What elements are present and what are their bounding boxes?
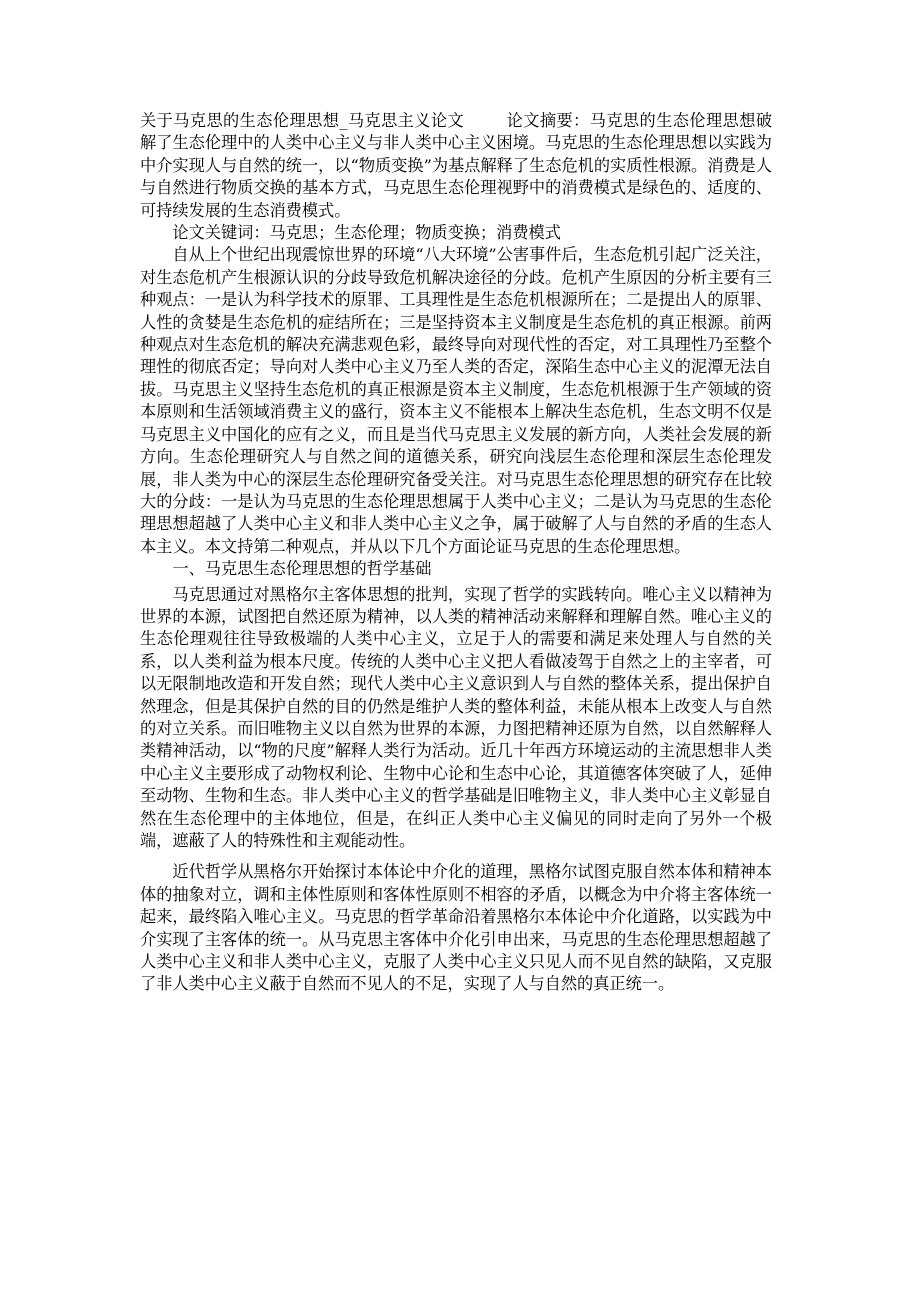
document-page — [140, 110, 772, 996]
document-keywords: 论文关键词：马克思；生态伦理；物质变换；消费模式 — [172, 223, 561, 243]
section-heading: 一、马克思生态伦理思想的哲学基础 — [172, 559, 432, 579]
document-abstract: 论文摘要：马克思的生态伦理思想破解了生态伦理中的人类中心主义与非人类中心主义困境。马克思的生态伦理思想以实践为中介实现人与自然的统一，以“物质变换”为基点解释了生态危机的实质性根源。消费是人与自然进行物质交换的基本方式，马克思生态伦理视野中的消费模式是绿色的、适度的、可持续发展的生态消费模式。 — [140, 111, 773, 220]
document-title: 关于马克思的生态伦理思想_马克思主义论文 — [140, 111, 465, 130]
body-paragraph-section-1: 马克思通过对黑格尔主客体思想的批判，实现了哲学的实践转向。唯心主义以精神为世界的本源，试图把自然还原为精神，以人类的精神活动来解释和理解自然。唯心主义的生态伦理观往往导致极端的人类中心主义，立足于人的需要和满足来处理人与自然的关系，以人类利益为根本尺度。传统的人类中心主义把人看做凌驾于自然之上的主宰者，可以无限制地改造和开发自然；现代人类中心主义意识到人与自然的整体关系，提出保护自然理念，但是其保护自然的目的仍然是维护人类的整体利益，未能从根本上改变人与自然的对立关系。而旧唯物主义以自然为世界的本源，力图把精神还原为自然，以自然解释人类精神活动，以“物的尺度”解释人类行为活动。近几十年西方环境运动的主流思想非人类中心主义主要形成了动物权利论、生物中心论和生态中心论，其道德客体突破了人，延伸至动物、生物和生态。非人类中心主义的哲学基础是旧唯物主义，非人类中心主义彰显自然在生态伦理中的主体地位，但是，在纠正人类中心主义偏见的同时走向了另外一个极端，遮蔽了人的特殊性和主观能动性。 — [140, 584, 772, 850]
title-abstract-paragraph — [140, 110, 772, 222]
body-paragraph-section-2: 近代哲学从黑格尔开始探讨本体论中介化的道理，黑格尔试图克服自然本体和精神本体的抽象对立，调和主体性原则和客体性原则不相容的矛盾，以概念为中介将主客体统一起来，最终陷入唯心主义。马克思的哲学革命沿着黑格尔本体论中介化道路，以实践为中介实现了主客体的统一。从马克思主客体中介化引申出来，马克思的生态伦理思想超越了人类中心主义和非人类中心主义，克服了人类中心主义只见人而不见自然的缺陷，又克服了非人类中心主义蔽于自然而不见人的不足，实现了人与自然的真正统一。 — [140, 862, 772, 994]
body-paragraph-intro: 自从上个世纪出现震惊世界的环境“八大环境”公害事件后，生态危机引起广泛关注，对生态危机产生根源认识的分歧导致危机解决途径的分歧。危机产生原因的分析主要有三种观点：一是认为科学技术的原罪、工具理性是生态危机根源所在；二是提出人的原罪、人性的贪婪是生态危机的症结所在；三是坚持资本主义制度是生态危机的真正根源。前两种观点对生态危机的解决充满悲观色彩，最终导向对现代性的否定，对工具理性乃至整个理性的彻底否定；导向对人类中心主义乃至人类的否定，深陷生态中心主义的泥潭无法自拔。马克思主义坚持生态危机的真正根源是资本主义制度，生态危机根源于生产领域的资本原则和生活领域消费主义的盛行，资本主义不能根本上解决生态危机，生态文明不仅是马克思主义中国化的应有之义，而且是当代马克思主义发展的新方向，人类社会发展的新方向。生态伦理研究人与自然之间的道德关系，研究向浅层生态伦理和深层生态伦理发展，非人类为中心的深层生态伦理研究备受关注。对马克思生态伦理思想的研究存在比较大的分歧：一是认为马克思的生态伦理思想属于人类中心主义；二是认为马克思的生态伦理思想超越了人类中心主义和非人类中心主义之争，属于破解了人与自然的矛盾的生态人本主义。本文持第二种观点，并从以下几个方面论证马克思的生态伦理思想。 — [140, 245, 772, 556]
